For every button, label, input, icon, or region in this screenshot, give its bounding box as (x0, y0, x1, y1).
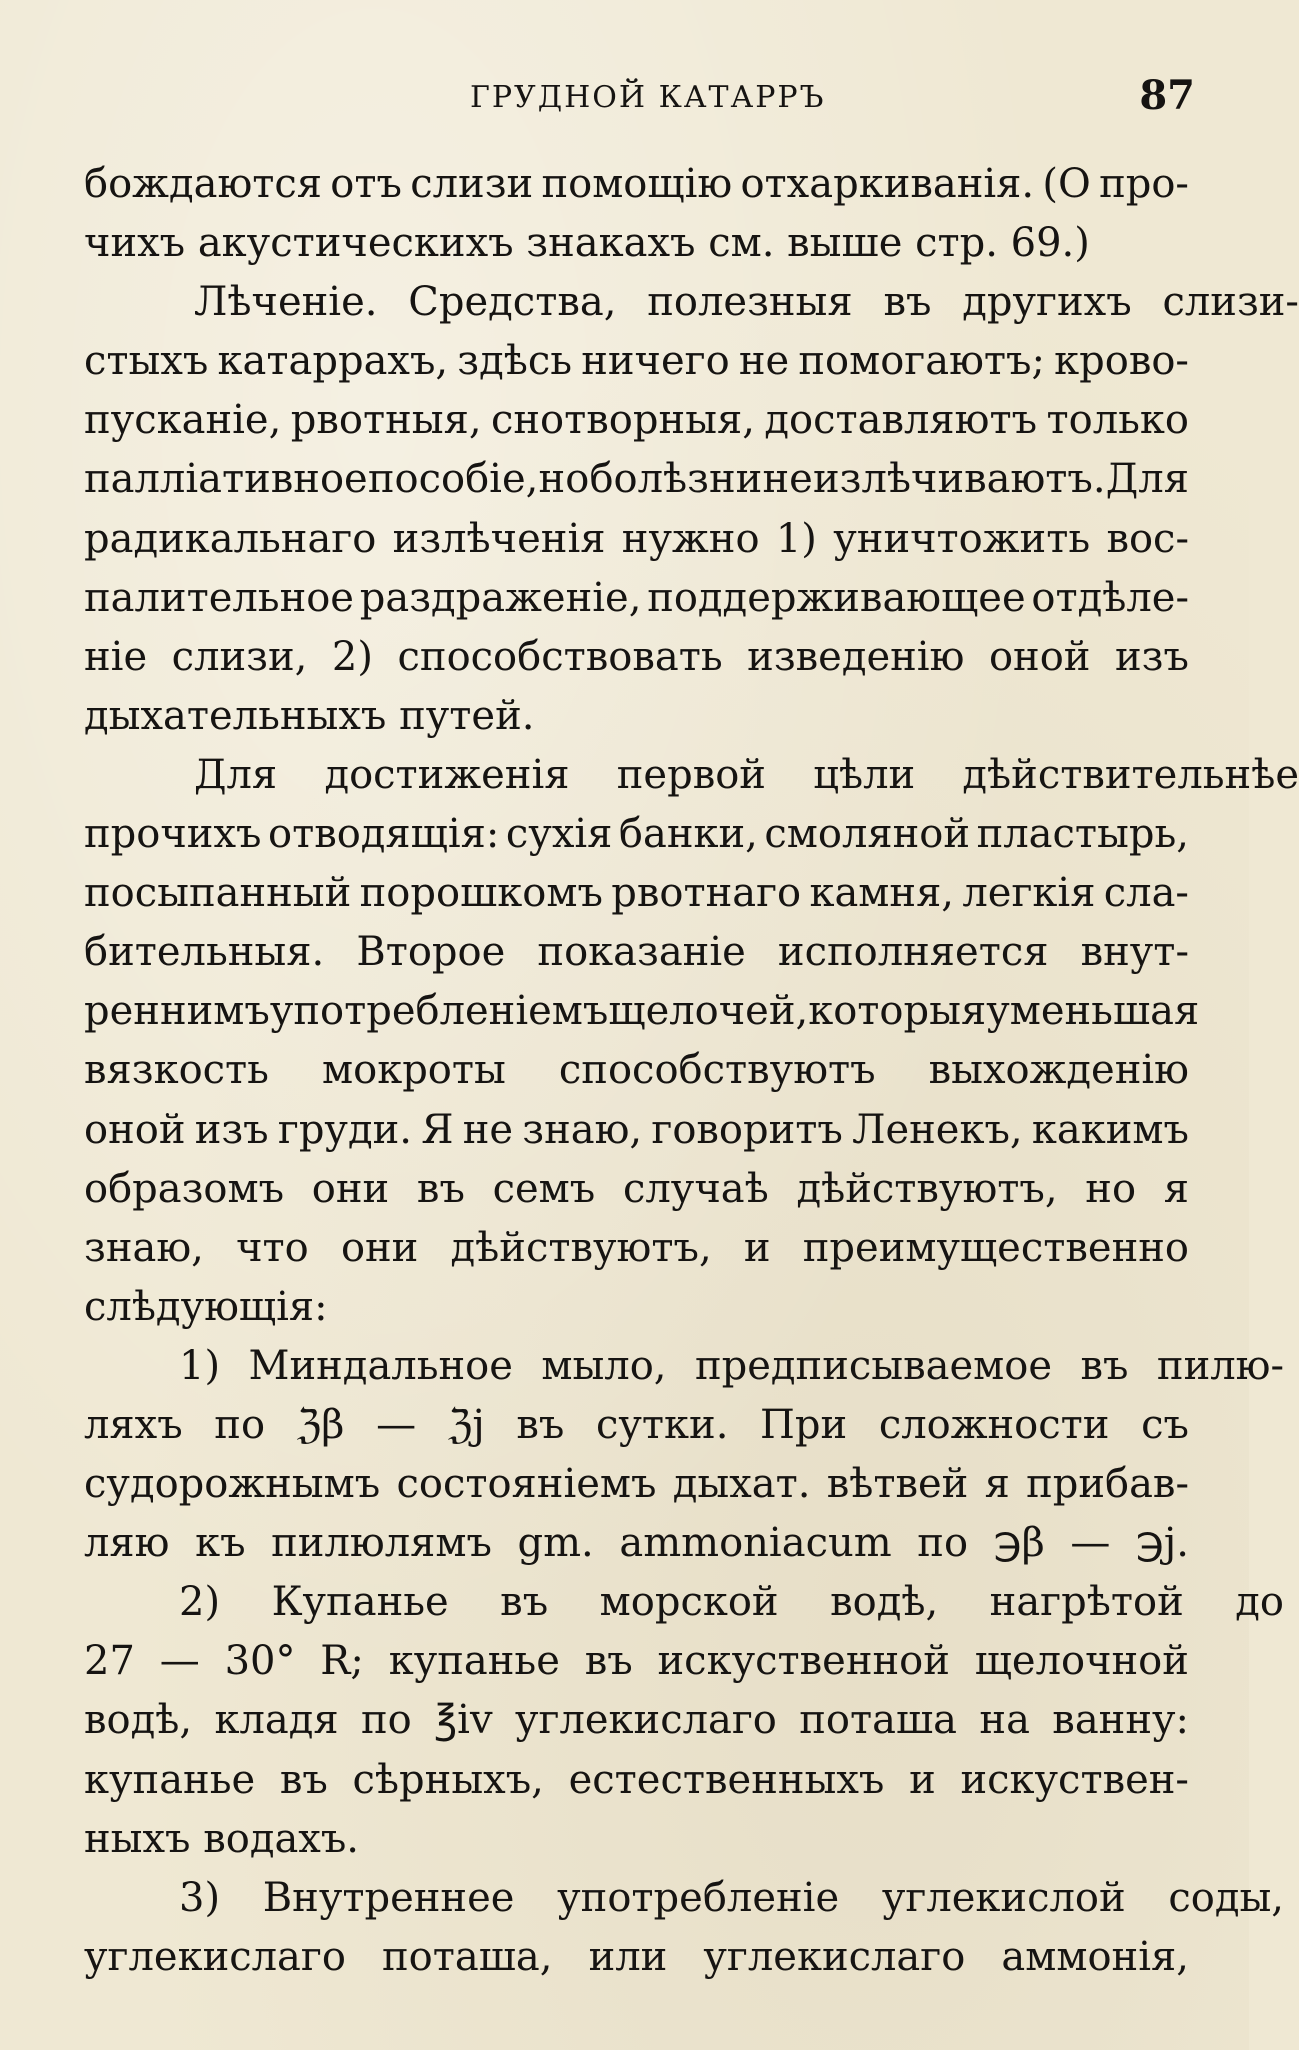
text-word: морской (599, 1579, 779, 1626)
text-word: судорожнымъ (84, 1461, 381, 1508)
text-word: дѣйствительнѣе (962, 751, 1299, 798)
text-word: искуственной (657, 1638, 950, 1685)
text-line: чихъ акустическихъ знакахъ см. выше стр. 69.) (84, 220, 1090, 267)
text-word: отъ (330, 161, 402, 207)
text-word: радикальнаго (84, 515, 377, 562)
text-word: поташа, (382, 1933, 553, 1980)
text-word: нужно (621, 515, 760, 562)
text-word: слизи (410, 161, 534, 207)
text-word: крово- (1054, 338, 1189, 385)
text-word: раздраженіе, (359, 574, 642, 621)
text-word: семъ (492, 1165, 596, 1212)
text-word: образомъ (84, 1165, 285, 1212)
text-line (84, 1573, 1284, 1632)
text-word: доставляютъ (764, 397, 1038, 444)
text-line (84, 1396, 1189, 1455)
text-word: углекислой (881, 1874, 1126, 1921)
text-word: выхожденію (928, 1047, 1189, 1094)
text-word: они (311, 1165, 390, 1212)
text-word: изъ (1115, 633, 1189, 680)
text-word: знаю, (84, 1224, 204, 1271)
text-word: Купанье (271, 1579, 449, 1626)
text-word: къ (195, 1520, 246, 1567)
text-word: R; (320, 1638, 364, 1685)
text-line (84, 1751, 1189, 1810)
text-word: способствовать (397, 633, 723, 680)
text-word: слизи, (171, 633, 308, 680)
text-word: мокроты (322, 1047, 506, 1094)
text-word: дыхат. (672, 1461, 811, 1508)
text-word: отводящія: (267, 811, 500, 858)
text-word: здѣсь (457, 338, 573, 385)
text-word: дѣйствуютъ, (450, 1224, 712, 1271)
text-word: не (738, 338, 790, 385)
text-word: въ (883, 279, 932, 326)
text-word: легкія (962, 870, 1096, 917)
text-word: катаррахъ, (217, 338, 449, 385)
text-line (84, 864, 1189, 923)
text-word: по (214, 1401, 266, 1448)
text-word: излѣчиваютъ. (813, 456, 1106, 503)
text-word: говоритъ (651, 1106, 843, 1153)
text-word: Средства, (408, 279, 617, 326)
text-line (84, 273, 1299, 332)
text-word: Я (421, 1106, 454, 1153)
text-word: но (538, 456, 590, 503)
text-word: искуствен- (960, 1756, 1189, 1803)
text-word: про- (1099, 161, 1189, 207)
text-word: — (159, 1638, 200, 1685)
text-word: вѣтвей (826, 1461, 969, 1508)
text-word: сухія (505, 811, 613, 858)
text-word: Второе (356, 929, 506, 976)
text-word: аммонія, (1001, 1933, 1189, 1980)
text-word: стыхъ (84, 338, 209, 385)
text-word: ванну: (1052, 1697, 1189, 1744)
text-word: достиженія (324, 751, 570, 798)
text-word: Ленекъ, (852, 1106, 1023, 1153)
text-word: gm. (517, 1520, 594, 1567)
text-word: бительныя. (84, 929, 325, 976)
text-word: Для (1105, 456, 1189, 503)
text-word: При (760, 1401, 848, 1448)
text-line (84, 1514, 1189, 1573)
text-word: углекислаго (514, 1697, 777, 1744)
text-word: я (984, 1461, 1010, 1508)
page-number: 87 (1139, 72, 1195, 119)
text-word: пилю- (1156, 1342, 1284, 1389)
text-word: оной (988, 633, 1091, 680)
text-line (84, 628, 1189, 687)
text-word: порошкомъ (359, 870, 603, 917)
text-word: сѣрныхъ, (352, 1756, 544, 1803)
text-word: первой (616, 751, 766, 798)
text-word: банки, (618, 811, 758, 858)
text-word: ℨj (447, 1401, 485, 1448)
text-word: въ (516, 1401, 565, 1448)
text-word: но (1085, 1165, 1137, 1212)
text-word: ℈β (993, 1520, 1045, 1567)
text-word: палительное (84, 574, 354, 621)
text-word: ammoniacum (619, 1520, 892, 1567)
text-word: — (1070, 1520, 1111, 1567)
text-word: внут- (1080, 929, 1189, 976)
text-word: не (762, 456, 813, 503)
text-line (84, 1101, 1189, 1160)
text-word: мыло, (541, 1342, 667, 1389)
text-line (84, 332, 1189, 391)
text-word: Внутреннее (262, 1874, 515, 1921)
text-line (84, 1928, 1189, 1987)
text-word: щелочной (974, 1638, 1189, 1685)
text-word: сла- (1103, 870, 1189, 917)
text-word: 2) (331, 633, 373, 680)
text-word: ℨβ (296, 1401, 345, 1448)
text-word: предписываемое (694, 1342, 1053, 1389)
text-word: 27 (84, 1638, 135, 1685)
text-word: какимъ (1031, 1106, 1189, 1153)
text-word: Миндальное (248, 1342, 513, 1389)
text-word: естественныхъ (568, 1756, 885, 1803)
text-line (84, 746, 1299, 805)
text-word: ℈j. (1135, 1520, 1189, 1567)
text-word: излѣченія (392, 515, 606, 562)
text-word: (О (1042, 161, 1091, 207)
text-word: я (1163, 1165, 1189, 1212)
text-word: пилюлямъ (271, 1520, 492, 1567)
text-word: вос- (1106, 515, 1189, 562)
text-word: ℥iv (434, 1697, 493, 1744)
body-text (84, 155, 1299, 1987)
text-word: дѣйствуютъ, (796, 1165, 1058, 1212)
text-word: въ (416, 1165, 465, 1212)
text-word: съ (1141, 1401, 1189, 1448)
text-line (84, 1337, 1284, 1396)
text-word: способствуютъ (558, 1047, 876, 1094)
text-word: случаѣ (622, 1165, 769, 1212)
text-word: углекислаго (84, 1933, 346, 1980)
text-word: пусканіе, (84, 397, 282, 444)
text-word: прибав- (1026, 1461, 1189, 1508)
text-word: смоляной (764, 811, 971, 858)
text-line (84, 1041, 1189, 1100)
text-word: поташа (799, 1697, 958, 1744)
text-word: посыпанный (84, 870, 352, 917)
text-line (84, 450, 1189, 509)
text-word: употребленіе (557, 1874, 840, 1921)
text-word: въ (279, 1756, 328, 1803)
text-word: сутки. (595, 1401, 729, 1448)
text-word: употребленіемъ (269, 988, 609, 1035)
text-word: до (1235, 1579, 1284, 1626)
text-line (84, 923, 1189, 982)
text-line (84, 1455, 1189, 1514)
text-word: нагрѣтой (989, 1579, 1184, 1626)
text-word: помогаютъ; (798, 338, 1045, 385)
text-word: щелочей, (608, 988, 809, 1035)
text-word: которыя (808, 988, 987, 1035)
text-word: показаніе (537, 929, 746, 976)
text-word: ляю (84, 1520, 170, 1567)
text-word: полезныя (647, 279, 853, 326)
text-word: 30° (224, 1638, 296, 1685)
text-word: поддерживающее (647, 574, 1026, 621)
text-word: кладя (214, 1697, 339, 1744)
text-word: изведенію (747, 633, 965, 680)
text-word: пластырь, (976, 811, 1189, 858)
text-word: 2) (179, 1579, 221, 1626)
text-word: реннимъ (84, 988, 270, 1035)
text-line (84, 391, 1189, 450)
text-word: въ (500, 1579, 549, 1626)
text-word: уменьшая (986, 988, 1200, 1035)
text-word: болѣзни (589, 456, 763, 503)
text-word: они (340, 1224, 419, 1271)
text-word: на (979, 1697, 1030, 1744)
text-word: палліативное (84, 456, 368, 503)
text-line (84, 569, 1189, 628)
text-word: соды, (1168, 1874, 1284, 1921)
text-word: пособіе, (367, 456, 539, 503)
text-word: въ (584, 1638, 633, 1685)
text-word: рвотнаго (611, 870, 802, 917)
text-line: дыхательныхъ путей. (84, 692, 535, 739)
text-word: углекислаго (703, 1933, 966, 1980)
text-word: груди. (277, 1106, 412, 1153)
text-word: 3) (179, 1874, 221, 1921)
text-line (84, 1219, 1189, 1278)
text-word: состояніемъ (396, 1461, 657, 1508)
text-word: отдѣле- (1031, 574, 1189, 621)
text-word: камня, (809, 870, 955, 917)
text-word: цѣли (813, 751, 916, 798)
text-word: рвотныя, (290, 397, 482, 444)
text-word: или (588, 1933, 668, 1980)
text-word: не (462, 1106, 514, 1153)
text-word: ляхъ (84, 1401, 183, 1448)
text-word: что (236, 1224, 309, 1271)
text-word: только (1046, 397, 1189, 444)
text-word: снотворныя, (490, 397, 755, 444)
text-word: купанье (388, 1638, 560, 1685)
text-line (84, 1869, 1284, 1928)
text-line (84, 510, 1189, 569)
text-word: бождаются (84, 161, 323, 207)
text-word: помощію (541, 161, 733, 207)
text-word: Для (194, 751, 278, 798)
text-word: изъ (194, 1106, 269, 1153)
text-word: и (909, 1756, 936, 1803)
text-word: Лѣченіе. (194, 279, 378, 326)
text-line (84, 155, 1189, 214)
text-word: 1) (775, 515, 817, 562)
text-line (84, 982, 1200, 1041)
text-word: преимущественно (802, 1224, 1189, 1271)
text-word: ничего (581, 338, 730, 385)
text-word: оной (84, 1106, 186, 1153)
text-line (84, 1632, 1189, 1691)
text-line (84, 1691, 1189, 1750)
text-word: уничтожить (833, 515, 1091, 562)
text-word: по (360, 1697, 412, 1744)
text-word: купанье (84, 1756, 256, 1803)
page-header (0, 70, 1249, 130)
text-word: слизи- (1162, 279, 1299, 326)
text-line (84, 805, 1189, 864)
text-word: и (743, 1224, 771, 1271)
text-line: ныхъ водахъ. (84, 1815, 360, 1862)
text-line: слѣдующія: (84, 1283, 328, 1330)
text-word: по (917, 1520, 969, 1567)
text-word: сложности (878, 1401, 1110, 1448)
text-word: водѣ, (84, 1697, 193, 1744)
running-title: ГРУДНОЙ КАТАРРЪ (470, 80, 826, 115)
text-word: другихъ (962, 279, 1132, 326)
text-word: въ (1080, 1342, 1129, 1389)
text-word: вязкость (84, 1047, 269, 1094)
text-line (84, 1160, 1189, 1219)
text-word: прочихъ (84, 811, 262, 858)
text-word: — (376, 1401, 417, 1448)
text-word: отхаркиванія. (740, 161, 1035, 207)
text-word: 1) (179, 1342, 221, 1389)
text-word: водѣ, (830, 1579, 939, 1626)
text-word: ніе (84, 633, 148, 680)
text-word: знаю, (522, 1106, 643, 1153)
text-word: исполняется (777, 929, 1049, 976)
